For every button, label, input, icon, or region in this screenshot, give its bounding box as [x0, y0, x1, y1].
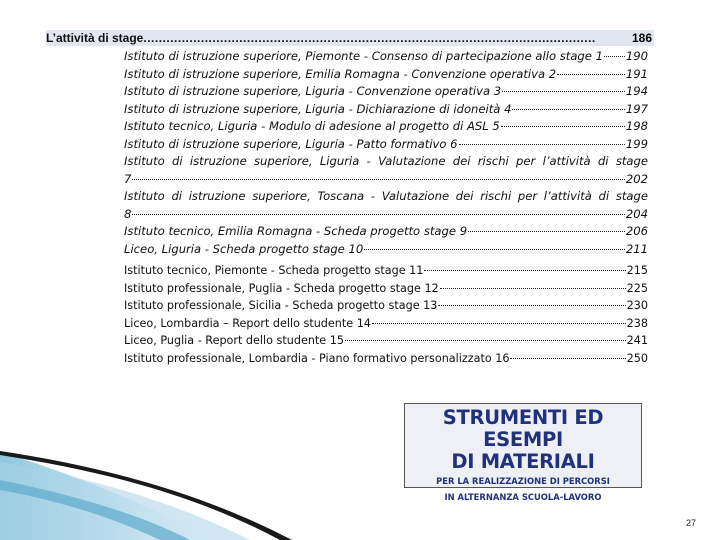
toc-page-number: 204: [625, 206, 648, 221]
toc-entry[interactable]: Istituto di istruzione superiore, Liguria - Dichiarazione di idoneità 4 197: [124, 101, 648, 119]
toc-entry[interactable]: Istituto di istruzione superiore, Emilia Romagna - Convenzione operativa 2 191: [124, 66, 648, 84]
toc-entry-continuation[interactable]: 8 204: [124, 206, 648, 224]
toc-entry-continuation[interactable]: 7 202: [124, 171, 648, 189]
toc-entry[interactable]: Istituto di istruzione superiore, Liguria - Convenzione operativa 3 194: [124, 83, 648, 101]
table-of-contents: [44, 28, 656, 376]
toc-entry[interactable]: Istituto tecnico, Liguria - Modulo di adesione al progetto di ASL 5 198: [124, 118, 648, 136]
dot-leader: [557, 74, 625, 75]
dot-leader: [372, 323, 626, 324]
toc-entry[interactable]: Istituto di istruzione superiore, Piemonte - Consenso di partecipazione allo stage 1 190: [124, 48, 648, 66]
toc-page-number: 238: [626, 316, 648, 330]
toc-page-number: 230: [626, 299, 648, 312]
toc-entry-wrapped-first-line[interactable]: Istituto di istruzione superiore, Toscana - Valutazione dei rischi per l’attività di stage: [124, 189, 648, 203]
toc-entry[interactable]: Istituto di istruzione superiore, Liguria - Patto formativo 6 199: [124, 136, 648, 154]
dot-leader: [364, 249, 625, 250]
toc-page-number: 206: [625, 224, 648, 238]
dot-leader: [502, 91, 625, 92]
toc-page-number: 250: [626, 351, 648, 365]
toc-page-number: 225: [626, 281, 648, 295]
toc-page-number: 202: [625, 171, 648, 186]
toc-entry[interactable]: Liceo, Liguria - Scheda progetto stage 10 211: [124, 241, 648, 259]
dot-leader: [468, 231, 625, 232]
toc-page-number: 190: [625, 49, 648, 63]
cover-title-line-1: STRUMENTI ED ESEMPI: [442, 406, 604, 451]
cover-title-line-2: DI MATERIALI: [451, 450, 595, 473]
toc-heading-page: 186: [631, 31, 652, 45]
toc-entry[interactable]: Istituto tecnico, Piemonte - Scheda progetto stage 11 215: [124, 262, 648, 280]
toc-page-number: 211: [625, 241, 648, 256]
toc-page-number: 191: [625, 66, 648, 81]
dot-leader: [440, 288, 626, 289]
toc-entry[interactable]: Istituto professionale, Lombardia - Piano formativo personalizzato 16 250: [124, 350, 648, 368]
cover-subtitle-line-2: IN ALTERNANZA SCUOLA-LAVORO: [444, 492, 602, 502]
dot-leader: [424, 270, 625, 271]
dot-leader: [459, 144, 625, 145]
dot-leader: [132, 179, 624, 180]
publication-cover-title: [404, 403, 642, 502]
toc-page-number: 197: [625, 101, 648, 116]
toc-entry[interactable]: Liceo, Lombardia – Report dello studente 14 238: [124, 315, 648, 333]
toc-entry[interactable]: Istituto professionale, Sicilia - Scheda progetto stage 13 230: [124, 297, 648, 315]
slide-number: 27: [686, 518, 697, 528]
toc-page-number: 241: [626, 334, 648, 347]
toc-entry[interactable]: Istituto professionale, Puglia - Scheda progetto stage 12 225: [124, 280, 648, 298]
toc-entry[interactable]: Liceo, Puglia - Report dello studente 15 241: [124, 332, 648, 350]
toc-entry[interactable]: Istituto tecnico, Emilia Romagna - Scheda progetto stage 9 206: [124, 223, 648, 241]
dot-leader: [501, 126, 625, 127]
toc-heading-row: L’attività di stage......................................................................................................................: [46, 31, 596, 45]
toc-page-number: 199: [625, 136, 648, 151]
dot-leader: [345, 340, 626, 341]
dot-leader: [512, 109, 624, 110]
toc-page-number: 215: [626, 264, 648, 277]
toc-section-heading[interactable]: [46, 30, 654, 46]
toc-page-number: 198: [625, 119, 648, 133]
toc-entry-wrapped-first-line[interactable]: Istituto di istruzione superiore, Liguria - Valutazione dei rischi per l’attività di stage: [124, 154, 648, 168]
dot-leader: [510, 358, 625, 359]
dot-leader: [438, 305, 625, 306]
toc-page-number: 194: [625, 84, 648, 98]
dot-leader: [604, 56, 625, 57]
toc-heading-title: L’attività di stage: [46, 31, 144, 45]
cover-subtitle-line-1: PER LA REALIZZAZIONE DI PERCORSI: [436, 476, 610, 486]
dot-leader: [132, 214, 624, 215]
